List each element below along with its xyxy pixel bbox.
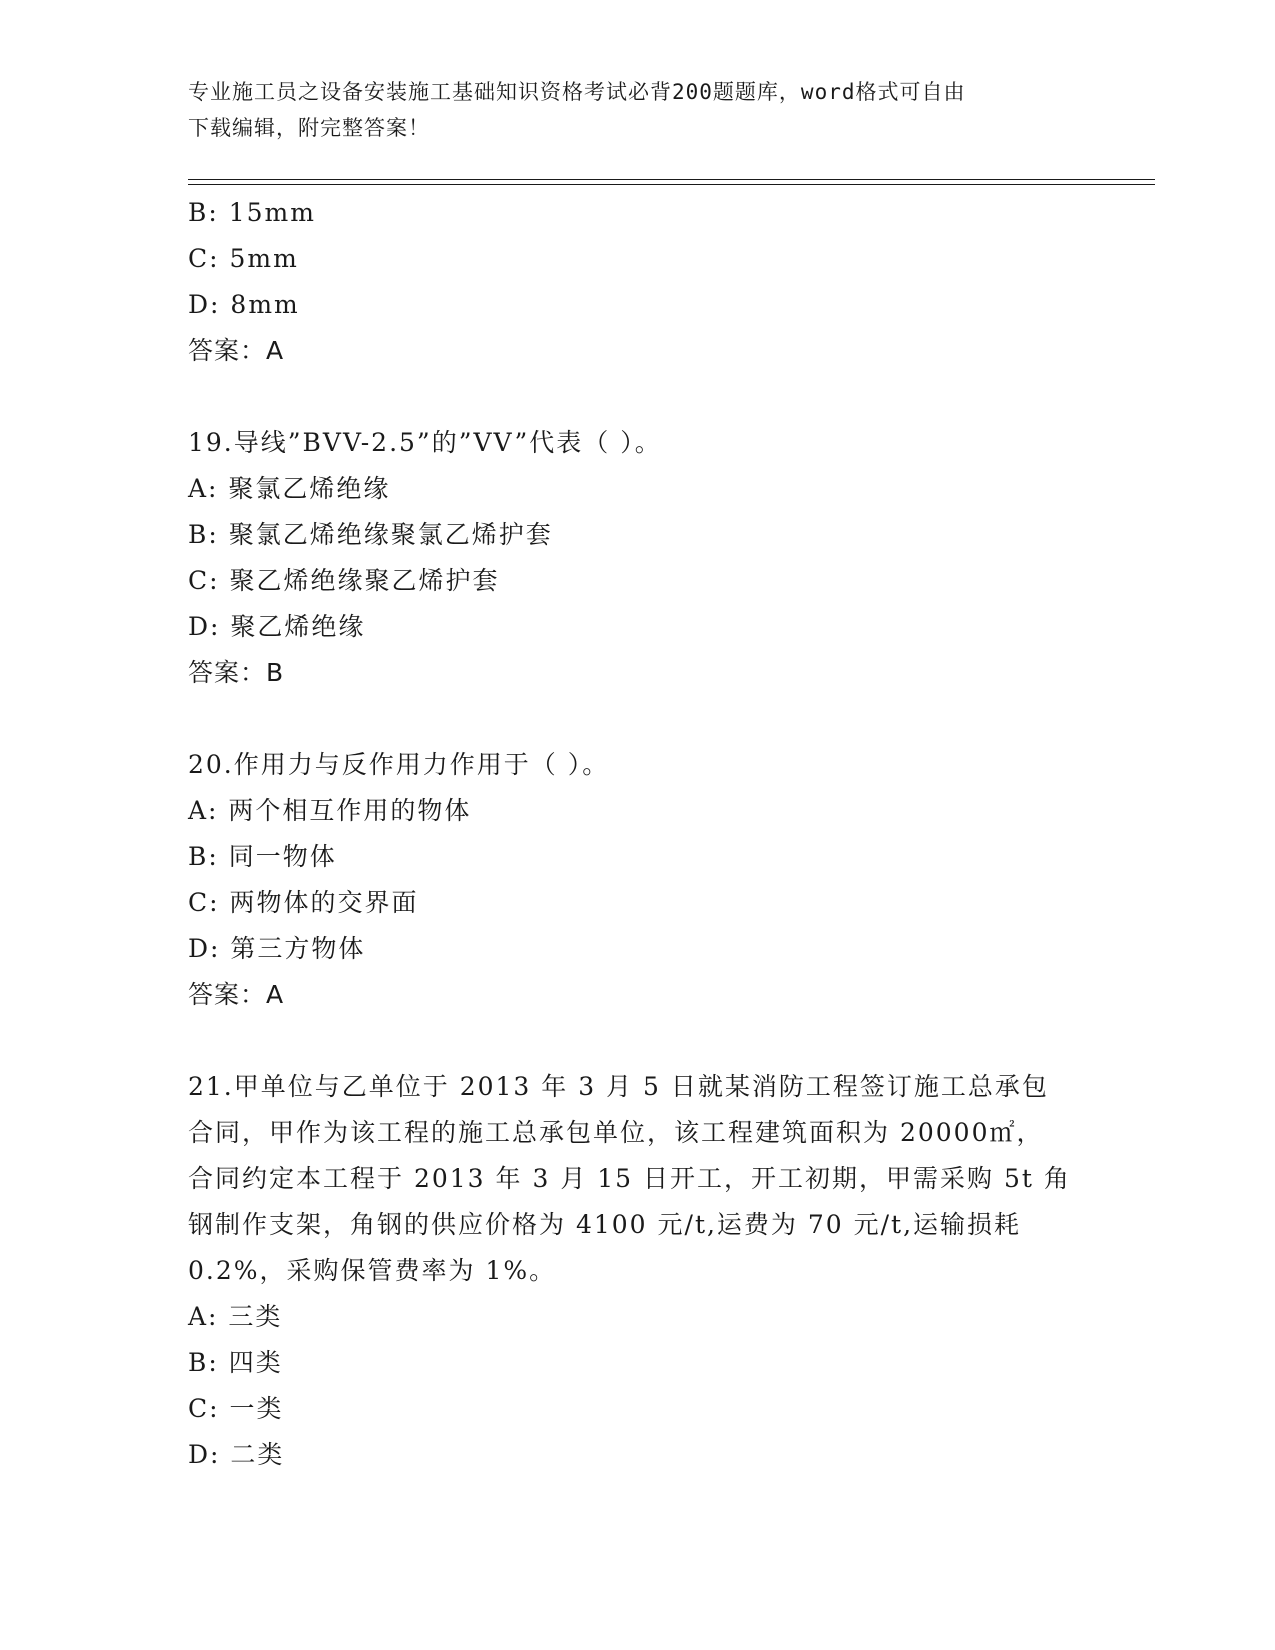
option-d: D: 第三方物体 <box>188 934 366 963</box>
option-b: B: 同一物体 <box>188 842 337 871</box>
header-title-line-1: 专业施工员之设备安装施工基础知识资格考试必背200题题库，word格式可自由 <box>188 80 966 104</box>
option-c: C: 5mm <box>188 244 299 273</box>
question-stem-line: 钢制作支架，角钢的供应价格为 4100 元/t,运费为 70 元/t,运输损耗 <box>188 1210 1022 1239</box>
spacer <box>188 696 1088 742</box>
answer-line: 答案：A <box>188 336 285 365</box>
option-b: B: 四类 <box>188 1348 283 1377</box>
option-d: D: 8mm <box>188 290 300 319</box>
document-header <box>188 74 1088 146</box>
prev-question <box>188 190 1088 374</box>
option-d: D: 二类 <box>188 1440 285 1469</box>
question-stem: 20.作用力与反作用力作用于（ ）。 <box>188 750 610 779</box>
header-divider <box>188 179 1155 185</box>
question-20 <box>188 742 1088 1018</box>
option-b: B: 15mm <box>188 198 316 227</box>
answer-line: 答案：A <box>188 980 285 1009</box>
spacer <box>188 374 1088 420</box>
question-stem: 19.导线”BVV-2.5”的”VV”代表（ ）。 <box>188 428 662 457</box>
option-a: A: 聚氯乙烯绝缘 <box>188 474 391 503</box>
option-a: A: 三类 <box>188 1302 283 1331</box>
option-a: A: 两个相互作用的物体 <box>188 796 472 825</box>
spacer <box>188 1018 1088 1064</box>
question-stem-line: 合同，甲作为该工程的施工总承包单位，该工程建筑面积为 20000㎡， <box>188 1118 1044 1147</box>
answer-line: 答案：B <box>188 658 285 687</box>
option-d: D: 聚乙烯绝缘 <box>188 612 366 641</box>
header-title-line-2: 下载编辑，附完整答案！ <box>188 116 430 140</box>
question-21 <box>188 1064 1088 1478</box>
option-c: C: 一类 <box>188 1394 284 1423</box>
option-b: B: 聚氯乙烯绝缘聚氯乙烯护套 <box>188 520 553 549</box>
question-19 <box>188 420 1088 696</box>
question-content <box>188 190 1088 1478</box>
question-stem-line: 合同约定本工程于 2013 年 3 月 15 日开工，开工初期，甲需采购 5t 角 <box>188 1164 1071 1193</box>
question-stem-line: 0.2%，采购保管费率为 1%。 <box>188 1256 557 1285</box>
option-c: C: 聚乙烯绝缘聚乙烯护套 <box>188 566 500 595</box>
option-c: C: 两物体的交界面 <box>188 888 419 917</box>
question-stem-line: 21.甲单位与乙单位于 2013 年 3 月 5 日就某消防工程签订施工总承包 <box>188 1072 1049 1101</box>
